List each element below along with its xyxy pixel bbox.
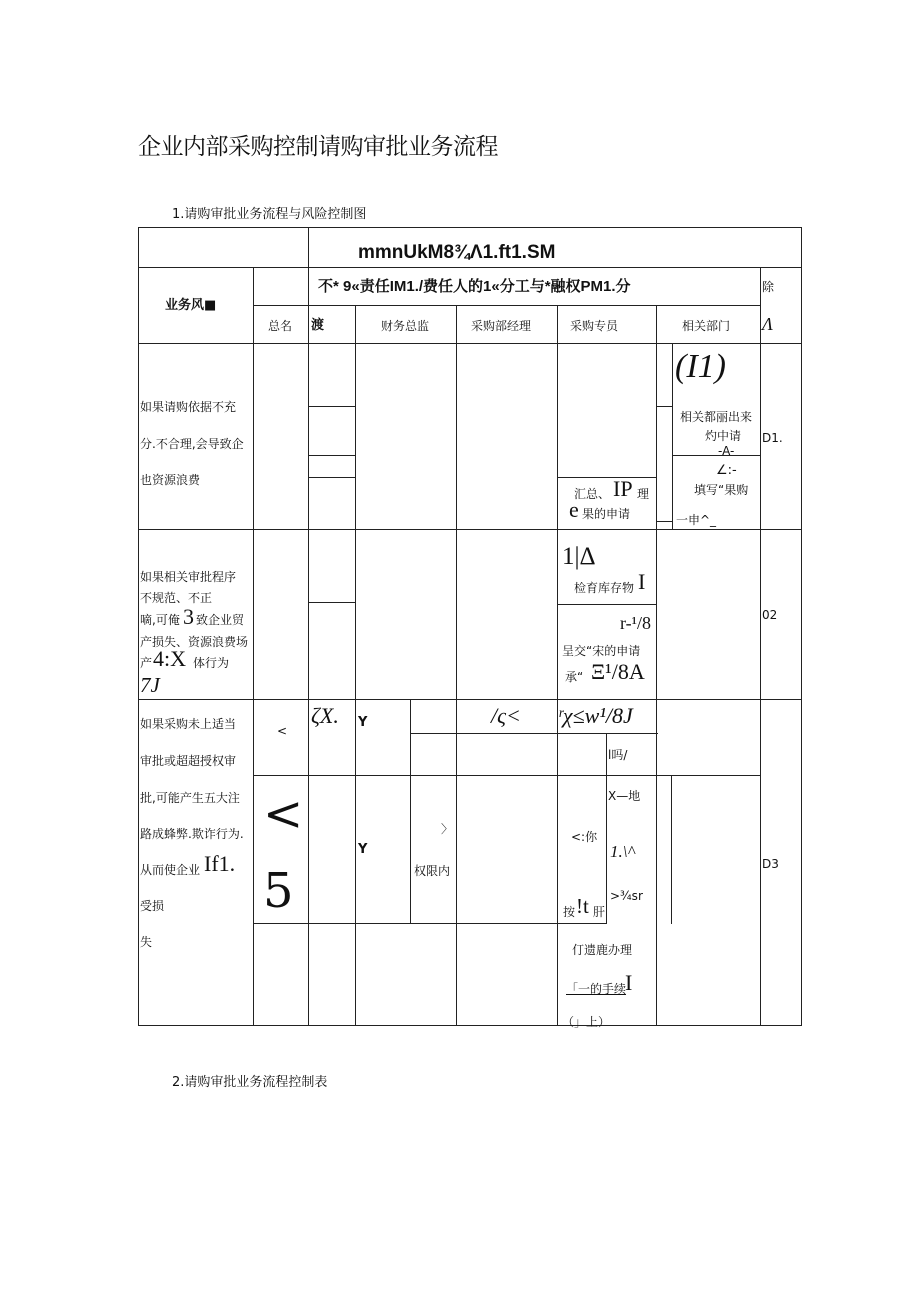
row3-c3-y2: Y: [358, 842, 368, 857]
header-row-1: mmnUkM8¾Λ1.ft1.SM: [358, 242, 556, 263]
row3-c5-you: <:你: [571, 830, 598, 844]
risk-row2-big1: 3: [183, 604, 194, 629]
risk-row2-big2: 4:X: [153, 646, 186, 671]
row2-code: 02: [762, 608, 778, 622]
row3-c5-bottom2-mark: I: [625, 970, 633, 995]
table-rule: [672, 455, 761, 456]
table-rule: [672, 343, 673, 530]
table-rule: [253, 305, 760, 306]
right-header-bottom: Λ: [762, 314, 773, 334]
table-rule: [606, 733, 607, 924]
row3-c3-y1: Y: [358, 715, 368, 730]
table-rule: [656, 699, 657, 1026]
row1-dept-mark1: -A-: [718, 444, 735, 458]
risk-row2-line4: 致企业贸: [196, 613, 245, 627]
table-rule: [557, 923, 607, 924]
risk-row3-line2: 审批或超超授权审: [140, 754, 237, 768]
risk-row2-line6: 产: [140, 656, 153, 670]
risk-row3-line3: 批,可能产生五大注: [140, 791, 240, 805]
row3-c4-text: 权限内: [414, 864, 451, 878]
row1-dept-apply: 一申^_: [676, 513, 717, 527]
row2-staff-approve: 承“: [565, 670, 584, 684]
table-rule: [308, 477, 356, 478]
table-rule: [671, 775, 672, 924]
column-header-purchasing-manager: 采购部经理: [471, 319, 532, 333]
row3-c6-c: 1.\^: [610, 842, 635, 861]
row1-dept-text1: 相关都丽出来: [680, 410, 753, 424]
table-rule: [253, 923, 557, 924]
risk-row2-line1: 如果相关审批程序: [140, 570, 237, 584]
table-rule: [410, 699, 411, 924]
section-2-heading: 2.请购审批业务流程控制表: [172, 1075, 328, 1090]
row3-c5-an: 按: [563, 905, 576, 919]
table-rule: [656, 529, 657, 700]
risk-row3-line1: 如果采购未上适当: [140, 717, 237, 731]
table-rule: [253, 267, 254, 1026]
section-1-heading: 1.请购审批业务流程与风险控制图: [172, 207, 367, 222]
risk-row2-line7: 体行为: [193, 656, 230, 670]
row1-staff-b: IP: [613, 476, 633, 501]
row3-code: D3: [762, 857, 779, 871]
table-rule: [138, 699, 802, 700]
table-rule: [456, 699, 457, 1026]
risk-row3-big: If1.: [204, 851, 236, 876]
column-header-general-manager: 总名: [268, 319, 293, 333]
row1-staff-e: 果的申请: [582, 507, 631, 521]
table-rule: [656, 406, 673, 407]
table-rule: [138, 343, 802, 344]
row3-c4-mark: 〉: [441, 822, 454, 836]
row3-c5-an-mark: !t: [576, 894, 589, 918]
row1-staff-a: 汇总、: [574, 487, 611, 501]
table-rule: [557, 477, 657, 478]
table-rule: [308, 602, 356, 603]
risk-row2-big3: 7J: [140, 673, 160, 697]
right-header-top: 除: [762, 280, 775, 294]
row2-staff-mark: 1|Δ: [562, 543, 596, 570]
row2-staff-mark2: r-¹/8: [620, 613, 652, 633]
row1-code: D1.: [762, 431, 783, 445]
row3-c2-big: ζX.: [311, 703, 339, 728]
row3-c5-bottom1: 仃遗鹿办理: [572, 943, 633, 957]
risk-row2-line2: 不规范、不正: [140, 591, 213, 605]
risk-row1-line3: 也资源浪费: [140, 473, 201, 487]
risk-row2-line3: 嘀,可俺: [140, 613, 180, 627]
column-header-finance-director: 财务总监: [381, 319, 430, 333]
row2-staff-check: 检育库存物: [574, 581, 635, 595]
row3-c1-small: <: [277, 724, 288, 738]
row3-c5-an-tail: 肝: [593, 905, 606, 919]
table-rule: [657, 775, 761, 776]
row1-dept-fill: 填写“果购: [694, 483, 749, 497]
row3-c4-big: /ς<: [491, 703, 521, 728]
table-rule: [308, 227, 309, 1026]
table-rule: [656, 305, 657, 530]
row2-staff-submit: 呈交“宋的申请: [562, 644, 641, 658]
table-rule: [355, 305, 356, 1026]
table-rule: [253, 775, 657, 776]
table-rule: [760, 267, 761, 1026]
table-rule: [557, 305, 558, 700]
row1-dept-mark: (I1): [675, 348, 726, 385]
risk-row2-line5: 产损失、资源浪费场: [140, 635, 249, 649]
risk-row3-line7: 失: [140, 935, 153, 949]
table-border-bottom: [138, 1025, 802, 1026]
risk-column-header: 业务风■: [165, 298, 217, 313]
table-border-top: [138, 227, 802, 228]
table-rule: [557, 604, 657, 605]
table-rule: [410, 733, 658, 734]
column-header-purchasing-clerk: 采购专员: [570, 319, 619, 333]
row3-c1-big1: <: [263, 786, 304, 842]
row3-c6-b: X—地: [608, 789, 641, 803]
table-border-left: [138, 227, 139, 1026]
table-rule: [138, 267, 802, 268]
row2-staff-approve-mark: Ξ¹/8A: [591, 659, 645, 684]
table-border-right: [801, 227, 802, 1026]
row2-staff-check-mark: I: [638, 569, 646, 594]
header-row-2: 不* 9«责任IM1./费任人的1«分工与*融权PM1.分: [318, 278, 631, 295]
row3-c5-bottom2: 「一的手续: [566, 982, 627, 996]
row1-dept-text2: 灼中请: [705, 429, 742, 443]
column-header-related-department: 相关部门: [682, 319, 731, 333]
table-rule: [308, 406, 356, 407]
risk-row3-line5: 从而使企业: [140, 863, 201, 877]
row3-c6-a: l吗/: [608, 748, 628, 762]
document-title: 企业内部采购控制请购审批业务流程: [138, 134, 498, 160]
row1-staff-d: e: [569, 497, 579, 522]
row3-c5-big: ʳχ≤w¹/8J: [558, 703, 633, 728]
table-rule: [308, 455, 356, 456]
risk-row1-line1: 如果请购依据不充: [140, 400, 237, 414]
table-rule: [656, 521, 673, 522]
row1-dept-mark2: ∠:-: [716, 463, 737, 478]
table-rule: [138, 529, 802, 530]
risk-row3-line4: 路成蜂弊.欺诈行为.: [140, 827, 244, 841]
column-header-2: 渡: [311, 318, 325, 333]
table-rule: [557, 699, 558, 1026]
row3-c1-big2: 5: [263, 863, 294, 919]
risk-row3-line6: 受损: [140, 899, 165, 913]
table-rule: [456, 305, 457, 700]
row1-staff-c: 理: [637, 487, 650, 501]
row3-c6-d: >¾sr: [610, 889, 643, 903]
row3-c5-bottom3: （」上）: [562, 1015, 611, 1029]
risk-row1-line2: 分.不合理,会导致企: [140, 437, 244, 451]
